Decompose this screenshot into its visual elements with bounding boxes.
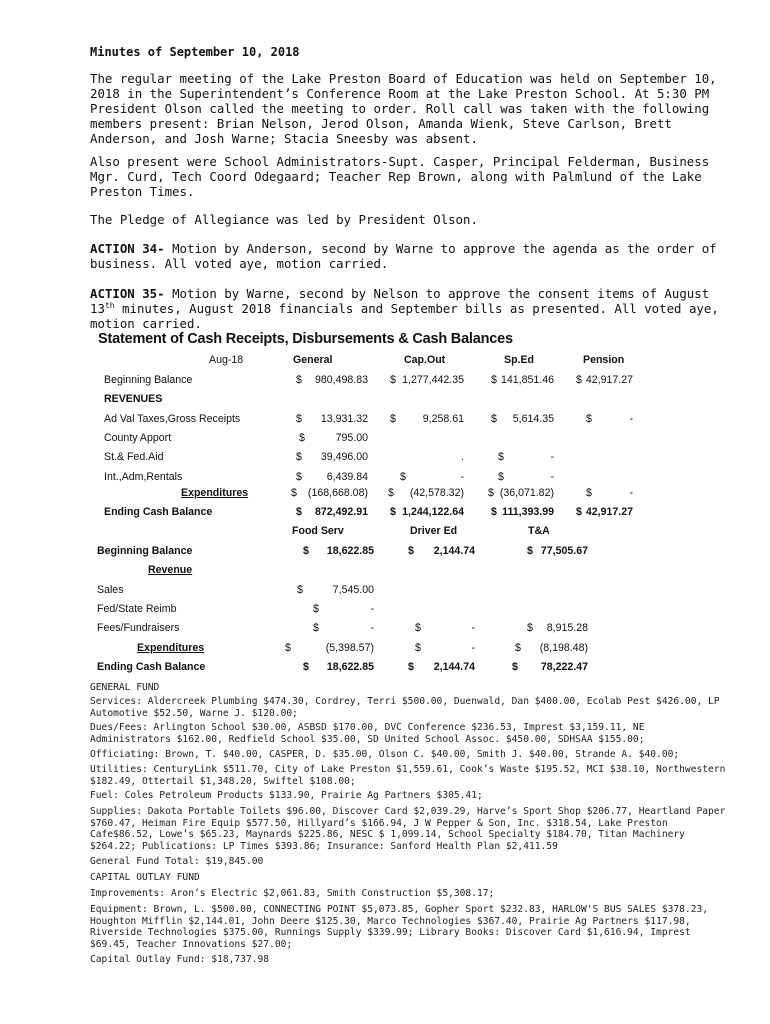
general-fund-total: General Fund Total: $19,845.00 (90, 856, 264, 867)
currency-sign: $ (299, 432, 305, 444)
row-label: Sales (97, 584, 124, 596)
currency-sign: $ (488, 487, 494, 499)
currency-sign: $ (303, 661, 309, 673)
bills-utilities: Utilities: CenturyLink $511.70, City of Lake Preston $1,559.61, Cook’s Waste $195.52, MCI $38.10, Northwestern $182.49, Ottertail $1,348.20, Swiftel $108.00; (90, 764, 726, 787)
minutes-title: Minutes of September 10, 2018 (90, 45, 300, 59)
revenue-label: Revenue (148, 564, 193, 576)
currency-sign: $ (415, 622, 421, 634)
action-35-label: ACTION 35- (90, 286, 165, 301)
currency-sign: $ (498, 451, 504, 463)
ending-driver-ed: 2,144.74 (433, 661, 475, 673)
cell-value: - (370, 603, 374, 615)
cell-value: - (550, 471, 554, 483)
cell-value: 39,496.00 (320, 451, 368, 463)
action-35 (90, 286, 730, 331)
capital-outlay-total: Capital Outlay Fund: $18,737.98 (90, 954, 270, 965)
col-general: General (293, 354, 333, 366)
currency-sign: $ (512, 661, 518, 673)
action-34 (90, 241, 730, 271)
expenditures-sped: (36,071.82) (499, 487, 554, 499)
ending-balance-label: Ending Cash Balance (104, 506, 213, 518)
currency-sign: $ (291, 487, 297, 499)
expenditures-general: (168,668.08) (307, 487, 368, 499)
currency-sign: $ (415, 642, 421, 654)
ending-pension: 42,917.27 (585, 506, 633, 518)
currency-sign: $ (390, 506, 396, 518)
bills-fuel: Fuel: Coles Petroleum Products $133.90, Prairie Ag Partners $305.41; (90, 790, 483, 801)
cell-value: - (471, 622, 475, 634)
bills-supplies: Supplies: Dakota Portable Toilets $96.00, Discover Card $2,039.29, Harve’s Sport Shop $206.77, Heartland Paper $760.47, Heiman Fire Equip $577.50, Hillyard’s $166.94, J W Pepper & Son, Inc. $318.54, Lake Preston Cafe$86.52, Lowe’s $65.23, Maynards $225.86, NESC $ 1,099.14, School Specialty $184.70, Titan Machinery $264.22; Publications: LP Times $393.86; Insurance: Sanford Health Plan $2,411.59 (90, 806, 726, 852)
currency-sign: $ (515, 642, 521, 654)
cell-value: - (550, 451, 554, 463)
row-label: Fed/State Reimb (97, 603, 177, 615)
currency-sign: $ (296, 374, 302, 386)
cell-value: 8,915.28 (546, 622, 588, 634)
expenditures-capout: (42,578.32) (409, 487, 464, 499)
currency-sign: $ (527, 622, 533, 634)
bills-equipment: Equipment: Brown, L. $500.00, CONNECTING POINT $5,073.85, Gopher Sport $232.83, HARLOW'S BUS SALES $378.23, Houghton Mifflin $2,144.01, John Deere $125.30, Marco Technologies $367.40, Prairie Ag Partners $117.98, Riverside Technologies $375.00, Runnings Supply $339.99; Library Books: Discover Card $1,616.94, Imprest $69.45, Teacher Innovations $27.00; (90, 904, 709, 950)
revenues-label: REVENUES (104, 393, 163, 405)
currency-sign: $ (586, 487, 592, 499)
currency-sign: $ (491, 506, 497, 518)
cell-value: 795.00 (335, 432, 368, 444)
cell-value: 9,258.61 (422, 413, 464, 425)
beginning-sped: 141,851.46 (500, 374, 554, 386)
expenditures-driver-ed: - (471, 642, 475, 654)
action-35-text-a: Motion by Warne, second by Nelson to approve the consent items of August 13 (90, 286, 710, 316)
row-label: County Apport (104, 432, 172, 444)
action-35-sup: th (104, 300, 115, 310)
opening-paragraph: The regular meeting of the Lake Preston Board of Education was held on September 10, 2018 in the Superintendent’s Conference Room at the Lake Preston School. At 5:30 PM President Olson called the meeting to order. Roll call was taken with the following members present: Brian Nelson, Jerod Olson, Amanda Wienk, Steve Carlson, Brett Anderson, and Josh Warne; Stacia Sneesby was absent. (90, 71, 717, 146)
bills-improvements: Improvements: Aron’s Electric $2,061.83, Smith Construction $5,308.17; (90, 888, 495, 899)
currency-sign: $ (285, 642, 291, 654)
beginning-balance-label: Beginning Balance (97, 545, 193, 557)
cell-value: . (461, 451, 464, 463)
ending-balance-label: Ending Cash Balance (97, 661, 206, 673)
currency-sign: $ (390, 413, 396, 425)
currency-sign: $ (576, 374, 582, 386)
currency-sign: $ (408, 661, 414, 673)
currency-sign: $ (586, 413, 592, 425)
beginning-pension: 42,917.27 (585, 374, 633, 386)
beginning-balance-label: Beginning Balance (104, 374, 193, 386)
cell-value: 7,545.00 (332, 584, 374, 596)
currency-sign: $ (390, 374, 396, 386)
currency-sign: $ (388, 487, 394, 499)
currency-sign: $ (527, 545, 533, 557)
beginning-driver-ed: 2,144.74 (433, 545, 475, 557)
attendance-paragraph: Also present were School Administrators-Supt. Casper, Principal Felderman, Business Mgr. Curd, Tech Coord Odegaard; Teacher Rep Brown, along with Palmlund of the Lake Preston Times. (90, 154, 710, 199)
currency-sign: $ (296, 471, 302, 483)
ending-sped: 111,393.99 (502, 506, 554, 518)
currency-sign: $ (313, 622, 319, 634)
ending-food-serv: 18,622.85 (326, 661, 374, 673)
cell-value: 13,931.32 (320, 413, 368, 425)
expenditures-pension: - (629, 487, 633, 499)
pledge-paragraph: The Pledge of Allegiance was led by President Olson. (90, 212, 478, 227)
action-35-text-b: minutes, August 2018 financials and September bills as presented. All voted aye, motion carried. (90, 301, 719, 331)
cell-value: - (460, 471, 464, 483)
beginning-capout: 1,277,442.35 (402, 374, 464, 386)
beginning-ta: 77,505.67 (540, 545, 588, 557)
currency-sign: $ (297, 584, 303, 596)
currency-sign: $ (296, 413, 302, 425)
col-ta: T&A (528, 525, 550, 537)
action-34-text: Motion by Anderson, second by Warne to approve the agenda as the order of business. All voted aye, motion carried. (90, 241, 717, 271)
expenditures-food-serv: (5,398.57) (325, 642, 374, 654)
bills-officiating: Officiating: Brown, T. $40.00, CASPER, D. $35.00, Olson C. $40.00, Smith J. $40.00, Strande A. $40.00; (90, 749, 680, 760)
currency-sign: $ (576, 506, 582, 518)
col-food-serv: Food Serv (292, 525, 344, 537)
general-fund-heading: GENERAL FUND (90, 682, 160, 693)
currency-sign: $ (296, 506, 302, 518)
cell-value: - (629, 413, 633, 425)
currency-sign: $ (400, 471, 406, 483)
ending-ta: 78,222.47 (540, 661, 588, 673)
row-label: Fees/Fundraisers (97, 622, 180, 634)
currency-sign: $ (408, 545, 414, 557)
statement-title: Statement of Cash Receipts, Disbursements & Cash Balances (98, 331, 513, 347)
ending-capout: 1,244,122.64 (402, 506, 464, 518)
expenditures-label: Expenditures (137, 642, 205, 654)
bills-dues: Dues/Fees: Arlington School $30.00, ASBSD $170.00, DVC Conference $236.53, Imprest $3,159.11, NE Administrators $162.00, Redfield School $35.00, SD United School Assoc. $450.00, SDHSAA $155.00; (90, 722, 645, 745)
capital-outlay-heading: CAPITAL OUTLAY FUND (90, 872, 200, 883)
beginning-food-serv: 18,622.85 (326, 545, 374, 557)
bills-services: Services: Aldercreek Plumbing $474.30, Cordrey, Terri $500.00, Duenwald, Dan $400.00, Ecolab Pest $426.00, LP Automotive $52.50, Warne J. $120.00; (90, 696, 720, 719)
row-label: St.& Fed.Aid (104, 451, 164, 463)
expenditures-ta: (8,198.48) (539, 642, 588, 654)
col-capout: Cap.Out (404, 354, 446, 366)
currency-sign: $ (491, 413, 497, 425)
row-label: Ad Val Taxes,Gross Receipts (104, 413, 241, 425)
expenditures-label: Expenditures (181, 487, 249, 499)
action-34-label: ACTION 34- (90, 241, 165, 256)
cell-value: 6,439.84 (326, 471, 368, 483)
currency-sign: $ (498, 471, 504, 483)
month-label: Aug-18 (209, 354, 244, 366)
col-driver-ed: Driver Ed (410, 525, 458, 537)
cell-value: - (370, 622, 374, 634)
currency-sign: $ (491, 374, 497, 386)
beginning-general: 980,498.83 (314, 374, 368, 386)
currency-sign: $ (303, 545, 309, 557)
col-pension: Pension (583, 354, 625, 366)
row-label: Int.,Adm,Rentals (104, 471, 183, 483)
currency-sign: $ (296, 451, 302, 463)
currency-sign: $ (313, 603, 319, 615)
col-sped: Sp.Ed (504, 354, 535, 366)
cell-value: 5,614.35 (512, 413, 554, 425)
ending-general: 872,492.91 (314, 506, 368, 518)
